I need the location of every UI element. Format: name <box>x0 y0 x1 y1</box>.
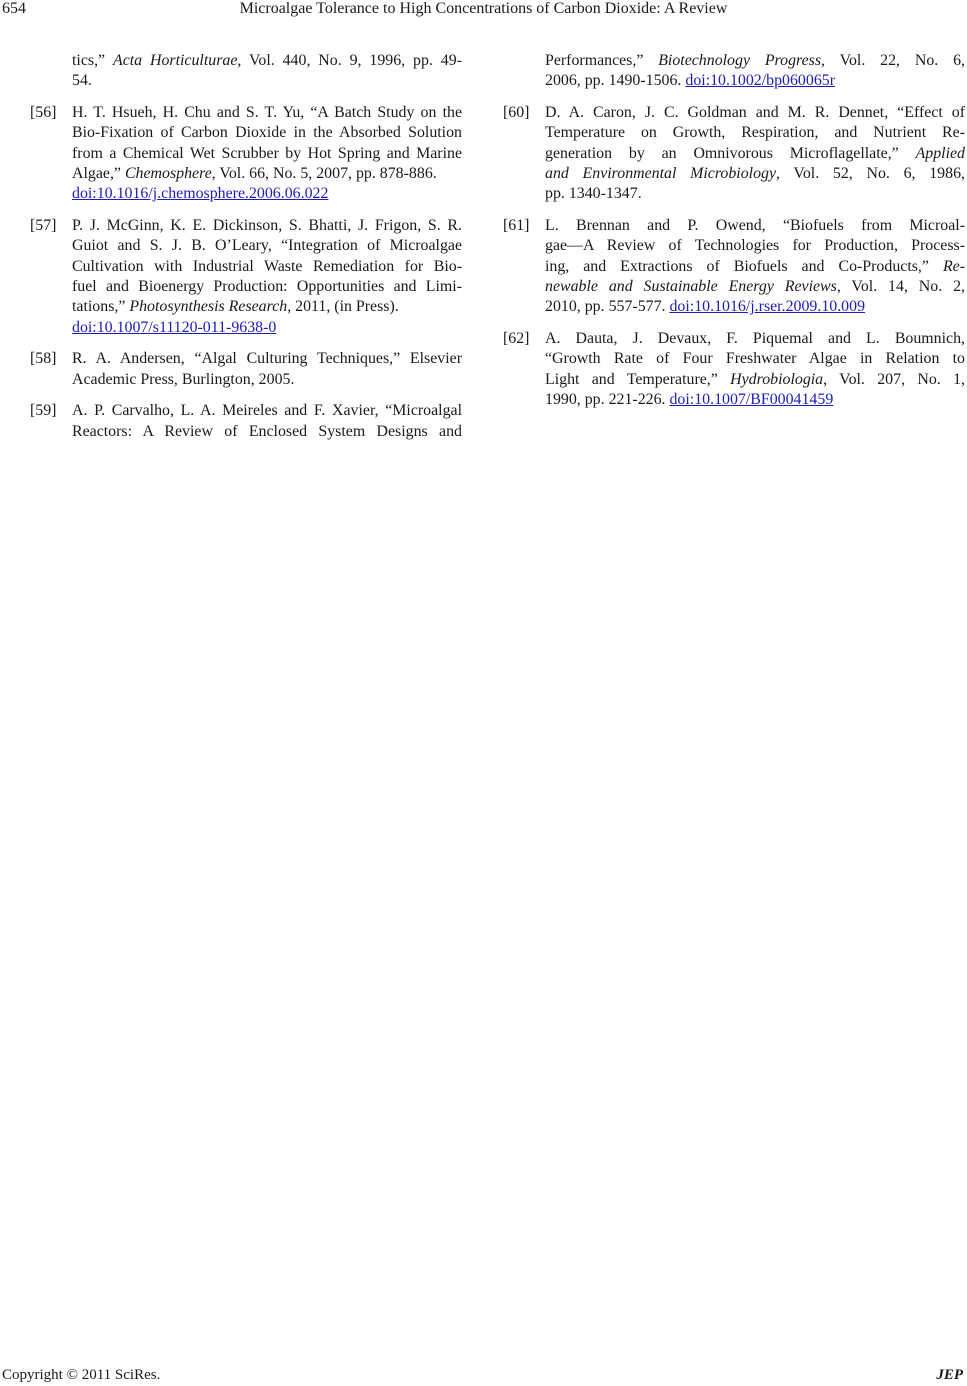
page-header <box>0 0 967 22</box>
doi-link[interactable]: doi:10.1002/bp060065r <box>685 72 836 90</box>
reference-number: [57] <box>30 216 57 234</box>
reference-number: [62] <box>503 329 530 347</box>
reference-number: [61] <box>503 216 530 234</box>
reference-57: [57] P. J. McGinn, K. E. Dickinson, S. Bhatti, J. Frigon, S. R. Guiot and S. J. B. O’Leary, “Integration of Microalgae Cultivation with Industrial Waste Remediation for Bio- fuel and Bioenergy Production: Opportunities and Limi- tations,” Photosynthesis Research, 2011, (in Press). doi:10.1007/s11120-011-9638-0 <box>30 216 462 336</box>
doi-link[interactable]: doi:10.1007/BF00041459 <box>669 391 834 409</box>
doi-link[interactable]: doi:10.1016/j.chemosphere.2006.06.022 <box>72 185 329 203</box>
reference-59: [59] A. P. Carvalho, L. A. Meireles and F. Xavier, “Microalgal Reactors: A Review of Enclosed System Designs and <box>30 402 462 440</box>
reference-60: [60] D. A. Caron, J. C. Goldman and M. R. Dennet, “Effect of Temperature on Growth, Respiration, and Nutrient Re- generation by an Omnivorous Microflagellate,” Applied and Environmental Microbiology, Vol. 52, No. 6, 1986, pp. 1340-1347. <box>503 103 965 203</box>
reference-number: [59] <box>30 402 57 420</box>
left-column <box>30 51 462 453</box>
doi-link[interactable]: doi:10.1007/s11120-011-9638-0 <box>72 318 277 336</box>
copyright-notice: Copyright © 2011 SciRes. <box>2 1367 161 1383</box>
reference-61: [61] L. Brennan and P. Owend, “Biofuels from Microal- gae—A Review of Technologies for Production, Process- ing, and Extractions of Biofuels and Co-Products,” Re- newable and Sustainable Energy Reviews, Vol. 14, No. 2, 2010, pp. 557-577. doi:10.1016/j.rser.2009.10.009 <box>503 216 965 316</box>
reference-56: [56] H. T. Hsueh, H. Chu and S. T. Yu, “A Batch Study on the Bio-Fixation of Carbon Dioxide in the Absorbed Solution from a Chemical Wet Scrubber by Hot Spring and Marine Algae,” Chemosphere, Vol. 66, No. 5, 2007, pp. 878-886. doi:10.1016/j.chemosphere.2006.06.022 <box>30 103 462 203</box>
journal-abbreviation: JEP <box>936 1367 963 1383</box>
reference-continued: tics,” Acta Horticulturae, Vol. 440, No. 9, 1996, pp. 49- 54. <box>72 52 462 90</box>
reference-number: [56] <box>30 103 57 121</box>
reference-number: [60] <box>503 103 530 121</box>
reference-62: [62] A. Dauta, J. Devaux, F. Piquemal and L. Boumnich, “Growth Rate of Four Freshwater Algae in Relation to Light and Temperature,” Hydrobiologia, Vol. 207, No. 1, 1990, pp. 221-226. doi:10.1007/BF00041459 <box>503 329 965 409</box>
right-column <box>503 51 965 422</box>
doi-link[interactable]: doi:10.1016/j.rser.2009.10.009 <box>669 298 866 316</box>
running-title: Microalgae Tolerance to High Concentrations of Carbon Dioxide: A Review <box>239 0 728 17</box>
reference-continued: Performances,” Biotechnology Progress, Vol. 22, No. 6, 2006, pp. 1490-1506. doi:10.1002/bp060065r <box>545 52 965 90</box>
reference-number: [58] <box>30 350 57 368</box>
page-footer <box>0 1367 967 1386</box>
page-number: 654 <box>2 0 26 17</box>
reference-58: [58] R. A. Andersen, “Algal Culturing Techniques,” Elsevier Academic Press, Burlington, 2005. <box>30 350 462 388</box>
